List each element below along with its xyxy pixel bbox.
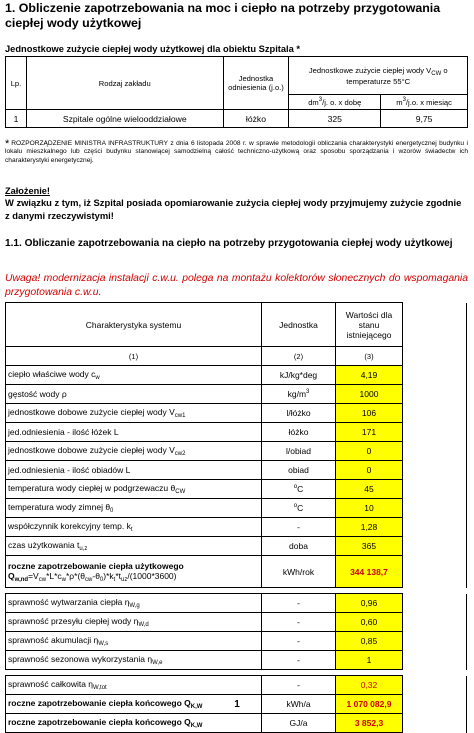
t2-label: gęstość wody ρ [6, 385, 262, 404]
t2-label: sprawność akumulacji $\eta_{W,s}$ [6, 632, 262, 651]
t2-value: 1 [336, 651, 403, 670]
table-row [6, 676, 467, 695]
t2-value: 106 [336, 404, 403, 423]
t2-header-col2: Jednostka [262, 303, 336, 347]
t2-value: 365 [336, 537, 403, 556]
t2-unit: - [262, 632, 336, 651]
t1-header-rodzaj: Rodzaj zakładu [26, 57, 223, 110]
t2-value: 1000 [336, 385, 403, 404]
t1-header-dm3: $dm^3/j$. o. x dobę [289, 95, 381, 110]
table-row [6, 442, 467, 461]
t2-colnum: (2) [262, 347, 336, 366]
table-row [6, 366, 467, 385]
t2-value: 344 138,7 [336, 556, 403, 588]
t2-unit: kWh/a [262, 695, 336, 714]
t2-label: temperatura wody ciepłej w podgrzewaczu $\theta_{CW}$ [6, 480, 262, 499]
t1-row: 1 Szpitale ogólne wielooddziałowe łóżko 325 9,75 [6, 110, 468, 128]
assumption-title: Założenie! [5, 186, 50, 196]
water-usage-table [5, 56, 468, 128]
table-row [6, 423, 467, 442]
t1-header-m3: $m^3/j.o$. x miesiąc [381, 95, 468, 110]
t2-unit: - [262, 518, 336, 537]
t2-label: sprawność wytwarzania ciepła $\eta_{W,g}$ [6, 594, 262, 613]
table-row [6, 385, 467, 404]
table-row [6, 556, 467, 588]
t2-value: 1,28 [336, 518, 403, 537]
t2-label: jed.odniesienia - ilość obiadów L [6, 461, 262, 480]
assumption-text: W związku z tym, iż Szpital posiada opomiarowanie zużycia ciepłej wody przyjmujemy zużycie zgodnie z danymi rzeczywistymi! [5, 197, 462, 221]
table-row [6, 480, 467, 499]
t2-unit: $^o$C [262, 499, 336, 518]
t2-unit: kWh/rok [262, 556, 336, 588]
t2-label: roczne zapotrzebowanie ciepła użytkowego $Q_{w,nd}=V_{cw}*L*c_w*\rho*(\theta_{cw}-\theta_0)*k_t*t_{uz}/(1000*3600)$ [6, 556, 262, 588]
t2-value: 0,32 [336, 676, 403, 695]
t2-header-row [6, 303, 467, 347]
table-row [6, 714, 467, 733]
t2-value: 3 852,3 [336, 714, 403, 733]
regulation-footnote: * ROZPORZĄDZENIE MINISTRA INFRASTRUKTURY z dnia 6 listopada 2008 r. w sprawie metodologii obliczania charakterystyki energetycznej budynku i lokalu mieszkalnego lub części budynku stanowiącej samodzielną całość techniczno-użytkową oraz sposobu sporządzania i wzorów świadectw ich charakterystyki energetycznej. [5, 138, 468, 164]
t2-colnum: (3) [336, 347, 403, 366]
t2-unit: l/łóżko [262, 404, 336, 423]
t2-value: 10 [336, 499, 403, 518]
t2-unit: $^o$C [262, 480, 336, 499]
t2-label: sprawność przesyłu ciepłej wody $\eta_{W,d}$ [6, 613, 262, 632]
t2-label: ciepło właściwe wody $c_w$ [6, 366, 262, 385]
table1-title: Jednostkowe zużycie ciepłej wody użytkowej dla obiektu Szpitala * [5, 44, 300, 54]
system-characteristics-table [5, 302, 467, 733]
table-row [6, 518, 467, 537]
t2-unit: obiad [262, 461, 336, 480]
table-row [6, 632, 467, 651]
t2-unit: l/obiad [262, 442, 336, 461]
t1-header-jednostka: Jednostka odniesienia (j.o.) [223, 57, 289, 110]
t2-value: 0,60 [336, 613, 403, 632]
t2-unit: - [262, 594, 336, 613]
t2-colnum: (1) [6, 347, 262, 366]
t2-value: 171 [336, 423, 403, 442]
t2-unit: - [262, 676, 336, 695]
t2-label: roczne zapotrzebowanie ciepła końcowego $Q_{K,W}$ [6, 714, 262, 733]
t2-label: jed.odniesienia - ilość łóżek L [6, 423, 262, 442]
table-row [6, 651, 467, 670]
t2-label: czas użytkowania $t_{u,z}$ [6, 537, 262, 556]
t2-label: współczynnik korekcyjny temp. $k_t$ [6, 518, 262, 537]
page-number: 1 [234, 699, 240, 710]
table-row [6, 499, 467, 518]
t2-label: jednostkowe dobowe zużycie ciepłej wody $V_{cw1}$ [6, 404, 262, 423]
t2-unit: - [262, 613, 336, 632]
t2-unit: łóżko [262, 423, 336, 442]
t2-value: 0 [336, 461, 403, 480]
page-heading: 1. Obliczenie zapotrzebowania na moc i ciepło na potrzeby przygotowania ciepłej wody użytkowej [5, 1, 441, 30]
t2-value: 45 [336, 480, 403, 499]
table-row [6, 613, 467, 632]
t1-header-lp: Lp. [6, 57, 27, 110]
t2-value: 4,19 [336, 366, 403, 385]
section-1-1-heading: 1.1. Obliczanie zapotrzebowania na ciepło na potrzeby przygotowania ciepłej wody użytkowej [5, 238, 453, 249]
t2-label: temperatura wody zimnej $\theta_0$ [6, 499, 262, 518]
t2-unit: kJ/kg*deg [262, 366, 336, 385]
t2-label: sprawność sezonowa wykorzystania $\eta_{W,e}$ [6, 651, 262, 670]
t2-header-col1: Charakterystyka systemu [6, 303, 262, 347]
t2-unit: doba [262, 537, 336, 556]
t2-value: 0 [336, 442, 403, 461]
t2-value: 0,96 [336, 594, 403, 613]
table-row [6, 404, 467, 423]
t2-colnum-row [6, 347, 467, 366]
t2-label: sprawność całkowita $\eta_{W,tot}$ [6, 676, 262, 695]
table-row [6, 594, 467, 613]
t2-label: roczne zapotrzebowanie ciepła końcowego $Q_{K,W}$ [6, 695, 262, 714]
t2-unit: $kg/m^3$ [262, 385, 336, 404]
t2-label: jednostkowe dobowe zużycie ciepłej wody $V_{cw2}$ [6, 442, 262, 461]
warning-note: Uwaga! modernizacja instalacji c.w.u. polega na montażu kolektorów słonecznych do wspomagania przygotowania c.w.u. [5, 273, 468, 298]
t2-unit: GJ/a [262, 714, 336, 733]
table-row [6, 537, 467, 556]
t2-unit: - [262, 651, 336, 670]
t1-header-zuzycie: Jednostkowe zużycie ciepłej wody $V_{CW}$ o temperaturze 55°C [289, 57, 468, 95]
t2-header-col3: Wartości dla stanu istniejącego [336, 303, 403, 347]
t2-value: 1 070 082,9 [336, 695, 403, 714]
table-row [6, 461, 467, 480]
t2-value: 0,85 [336, 632, 403, 651]
